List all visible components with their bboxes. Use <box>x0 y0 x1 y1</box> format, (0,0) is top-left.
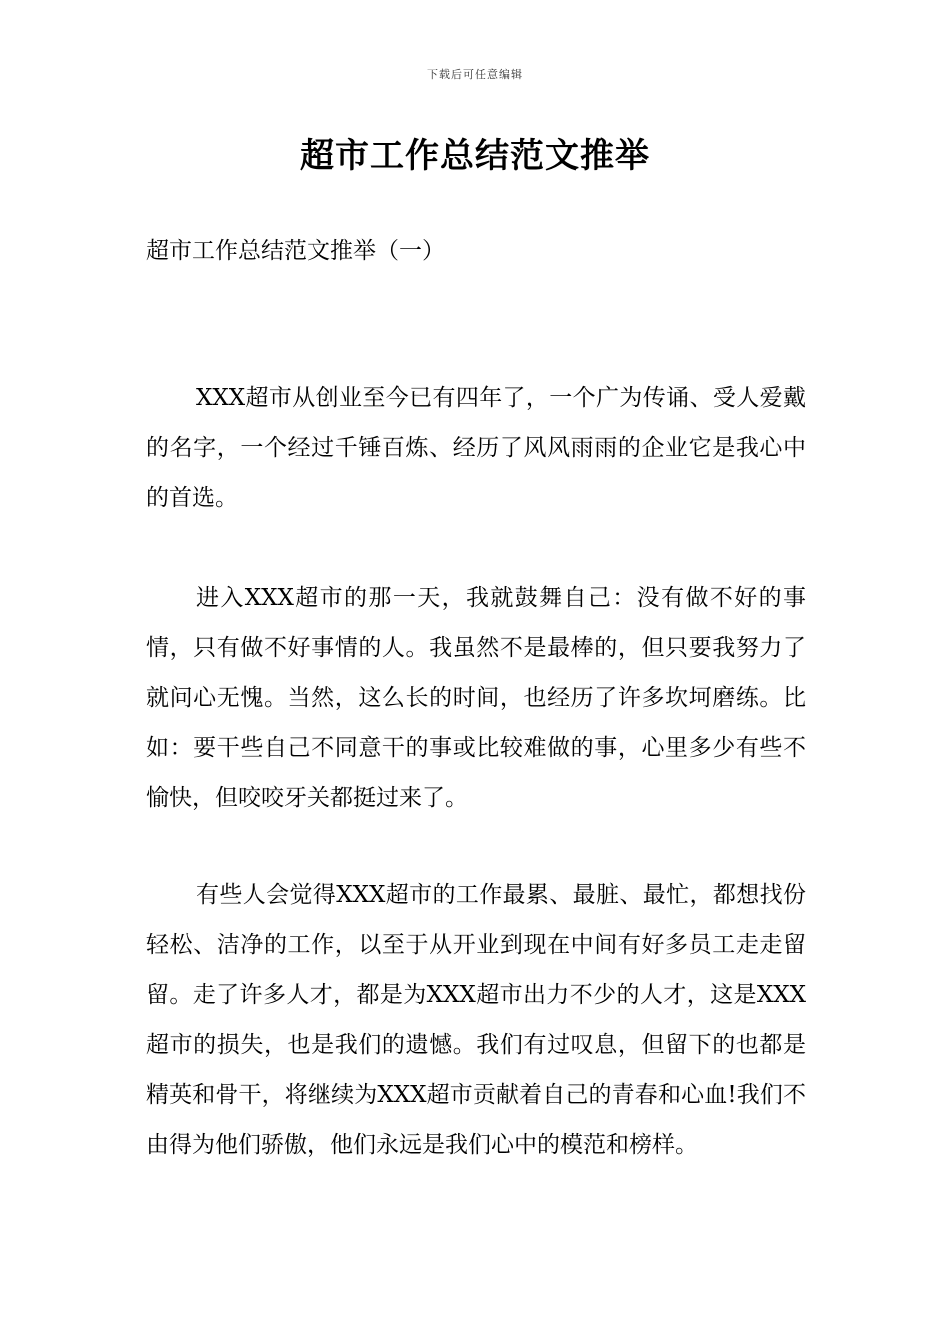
body-paragraph: 有些人会觉得XXX超市的工作最累、最脏、最忙，都想找份轻松、洁净的工作，以至于从开业到现在中间有好多员工走走留留。走了许多人才，都是为XXX超市出力不少的人才，这是XXX超市的损失，也是我们的遗憾。我们有过叹息，但留下的也都是精英和骨干，将继续为XXX超市贡献着自己的青春和心血!我们不由得为他们骄傲，他们永远是我们心中的模范和榜样。 <box>146 882 806 1158</box>
header-note: 下载后可任意编辑 <box>427 68 523 81</box>
body-paragraph: XXX超市从创业至今已有四年了，一个广为传诵、受人爱戴的名字，一个经过千锤百炼、经历了风风雨雨的企业它是我心中的首选。 <box>146 385 806 511</box>
section-subtitle: 超市工作总结范文推举（一） <box>146 238 445 264</box>
document-title: 超市工作总结范文推举 <box>300 136 650 176</box>
body-paragraph: 进入XXX超市的那一天，我就鼓舞自己：没有做不好的事情，只有做不好事情的人。我虽然不是最棒的，但只要我努力了就问心无愧。当然，这么长的时间，也经历了许多坎坷磨练。比如：要干些自己不同意干的事或比较难做的事，心里多少有些不愉快，但咬咬牙关都挺过来了。 <box>146 585 806 811</box>
